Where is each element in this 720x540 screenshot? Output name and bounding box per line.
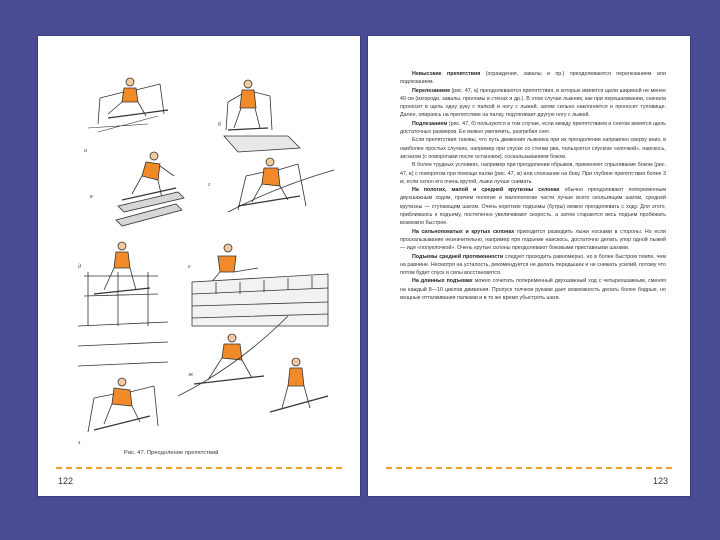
paragraph: На пологих, малой и средней крутизны склонах обычно преодолевают попеременным двухшажным ходом, причем пологие и малопологие части лучше всего скользящим шагом, средней крутизны — ступающим шагом. Очень короткие подъемы (бугры) можно преодолевать с ходу. Для этого, приближаясь к подъему, постепенно увеличивают скорость, а затем стараются весь подъем пробежать возможно быстрее. [400, 187, 666, 227]
skier-figure-d [78, 242, 168, 366]
skier-figure-zh [178, 316, 328, 412]
skier-figure-b [224, 80, 300, 152]
figure-label: в [90, 194, 93, 200]
paragraph: В более трудных условиях, например при преодолении обрывов, применяют спрыгивание боком (рис. 47, в) с поворотом при помощи палки (рис. 47, ж) или сползание на боку. При глубине препятствия более 3 м, если склон его очень крутой, лыжи лучше снимать. [400, 162, 666, 185]
ski-obstacle-illustrations [38, 36, 360, 446]
left-page [38, 36, 360, 496]
figure-label: з [78, 440, 81, 446]
skier-figure-v [116, 152, 184, 226]
figure-caption: Рис. 47. Преодоление препятствий [124, 450, 219, 456]
right-page [368, 36, 690, 496]
figure-label: а [84, 148, 87, 154]
paragraph: Подъемы средней протяженности следует проходить равномерно, но в более быстром темпе, чем на равнине. Несмотря на усталость, рекомендуется не делать передышек и не снижать усилий, потому что потом будет спуск и силы восстановятся. [400, 253, 666, 277]
paragraph: Если препятствия таковы, что путь движения лыжника при их преодолении направлен сверху вниз, в наиболее простых случаях, например при спуске со стенки рва, пользуются спуском «елочкой», наискось, зигзагом (с поворотами после остановок), соскальзыванием боком. [400, 137, 666, 160]
paragraph: Подлезанием (рис. 47, б) пользуются в том случае, если между препятствием и снегом имеется щель достаточных размеров. Ее можно увеличить, разгребая снег. [400, 120, 666, 136]
figure-label: ж [188, 372, 194, 378]
skier-figure-g [228, 158, 334, 212]
skier-figure-e [192, 244, 328, 326]
page-number: 123 [652, 476, 668, 486]
page-divider [56, 467, 342, 469]
page-divider [386, 467, 672, 469]
skier-figure-a [88, 78, 168, 132]
paragraph: На длинных подъемах можно сочетать попеременный двухшажный ход с четырехшажным, сменяя на каждый 8—10 циклов движения. Пропуск толчков руками дает возможность делать более бодрые, но мощные отталкивания палками и в то же время убыстрять шаги. [400, 278, 666, 302]
paragraph: На сильнопокатых и крутых склонах приходится разводить лыжи носками в стороны. Но если проскальзывание незначительно, например при подъеме наискось, достаточно делать упор одной лыжей — идя «полуелочкой». Очень крутые склоны преодолевают боковыми приставными шагами. [400, 228, 666, 252]
paragraph: Перелезанием (рис. 47, а) преодолеваются препятствия, в которых имеются щели шириной не менее 40 см (изгороди, завалы, проломы в стенах и др.). В этом случае лыжник, как при перешагивании, сначала проносит в щель одну руку с палкой и ногу с лыжей, затем сильно наклоняется и проносит туловище. Далее, опираясь на препятствие на палку, подтягивает другую ногу с лыжей. [400, 87, 666, 119]
skier-figure-z [88, 378, 158, 432]
figure-label: д [78, 264, 82, 270]
paragraph: Невысокие препятствия (ограждения, завалы и пр.) преодолеваются перелезанием или подлезанием. [400, 71, 666, 86]
figure-label: б [218, 122, 222, 128]
body-text [400, 70, 666, 302]
figure-label: е [188, 264, 191, 270]
figure-label: г [208, 182, 211, 188]
page-number: 122 [58, 476, 74, 486]
